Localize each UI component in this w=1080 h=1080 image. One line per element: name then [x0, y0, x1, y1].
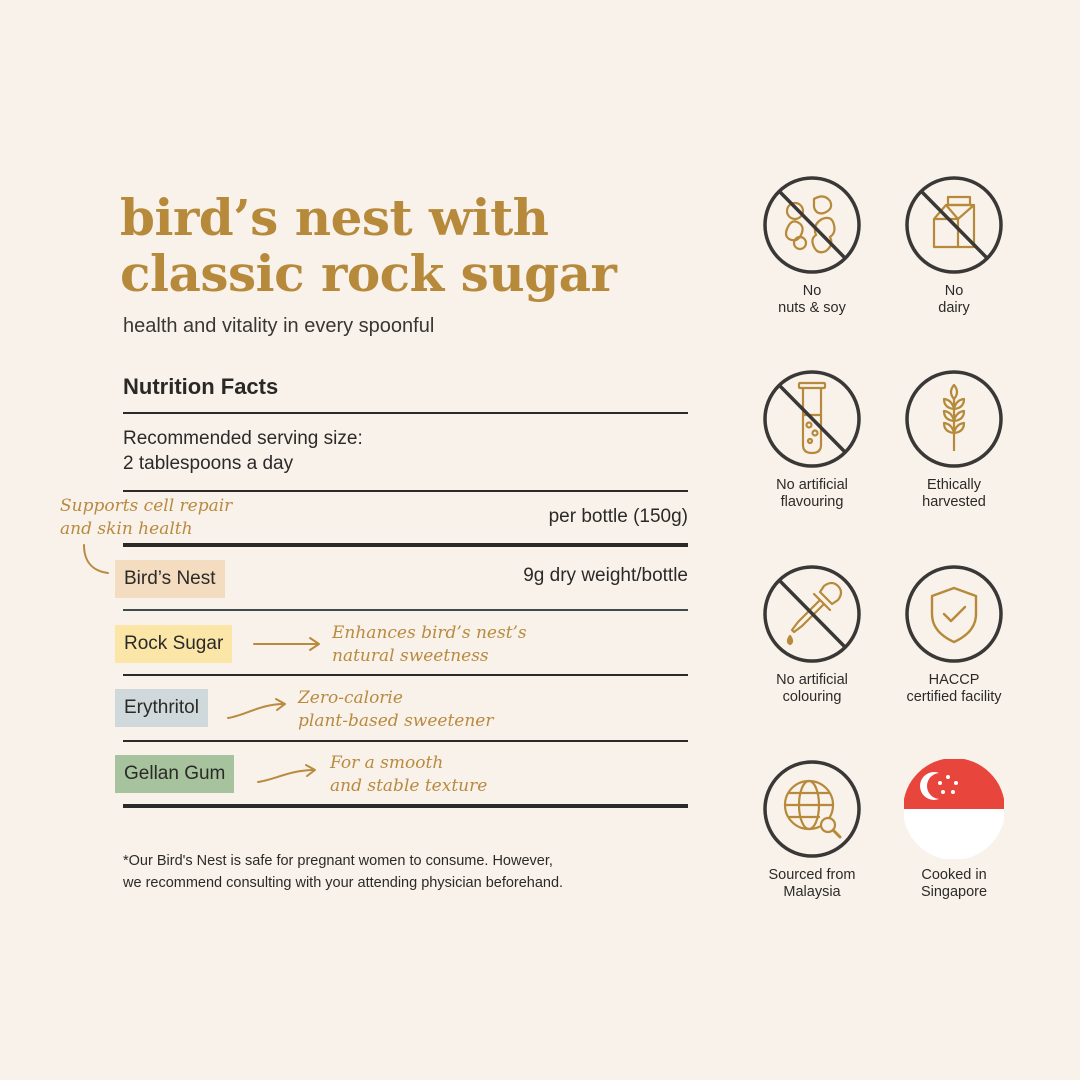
note-line: For a smooth	[330, 753, 444, 773]
curved-arrow-icon	[226, 696, 292, 722]
badge-label: Ethically	[927, 477, 981, 493]
badge-label: dairy	[938, 300, 970, 316]
curved-arrow-icon	[78, 543, 118, 579]
title-line-1: bird’s nest with	[120, 188, 549, 247]
serving-size-value: 2 tablespoons a day	[123, 453, 294, 474]
ingredient-birds-nest: Bird’s Nest	[115, 560, 225, 598]
badge-label: Malaysia	[783, 884, 841, 900]
note-line: and stable texture	[330, 776, 488, 796]
disclaimer-line: *Our Bird's Nest is safe for pregnant women to consume. However,	[123, 853, 553, 869]
globe-search-icon	[762, 759, 862, 859]
no-artificial-colouring-icon	[762, 564, 862, 664]
badge-label: No artificial	[776, 477, 848, 493]
badge-label: No	[944, 283, 964, 299]
badge-label: flavouring	[780, 494, 844, 510]
badge-label: Sourced from	[768, 867, 856, 883]
birds-nest-note	[60, 495, 232, 541]
ingredient-gellan-gum: Gellan Gum	[115, 755, 234, 793]
divider-thick	[123, 543, 688, 547]
badge-no-artificial-colouring	[742, 564, 882, 706]
badge-label: HACCP	[928, 672, 980, 688]
divider	[123, 412, 688, 414]
divider-thick	[123, 804, 688, 808]
rock-sugar-note	[332, 622, 527, 668]
title-line-2: classic rock sugar	[120, 244, 617, 303]
divider	[123, 490, 688, 492]
serving-size-label: Recommended serving size:	[123, 428, 363, 449]
divider	[123, 674, 688, 676]
erythritol-note	[298, 687, 494, 733]
gellan-gum-note	[330, 752, 487, 798]
no-artificial-flavouring-icon	[762, 369, 862, 469]
disclaimer-line: we recommend consulting with your attending physician beforehand.	[123, 875, 564, 891]
note-line: Zero-calorie	[298, 688, 403, 708]
note-line: Enhances bird’s nest’s	[332, 623, 527, 643]
shield-check-icon	[904, 564, 1004, 664]
badge-sourced-malaysia	[742, 759, 882, 901]
badge-label: No artificial	[776, 672, 848, 688]
badge-label: certified facility	[906, 689, 1002, 705]
badge-label: Singapore	[920, 884, 988, 900]
serving-size	[123, 426, 363, 476]
badge-haccp	[884, 564, 1024, 706]
no-dairy-icon	[904, 175, 1004, 275]
badge-label: Cooked in	[921, 867, 987, 883]
note-line: plant-based sweetener	[298, 711, 494, 731]
note-line: natural sweetness	[332, 646, 489, 666]
nutrition-facts-heading: Nutrition Facts	[123, 374, 279, 399]
badge-label: nuts & soy	[778, 300, 846, 316]
badge-cooked-singapore	[884, 759, 1024, 901]
divider	[123, 609, 688, 611]
curved-arrow-icon	[256, 760, 322, 786]
birds-nest-amount: 9g dry weight/bottle	[523, 565, 688, 586]
badge-no-artificial-flavouring	[742, 369, 882, 511]
product-subtitle: health and vitality in every spoonful	[123, 315, 435, 337]
wheat-icon	[904, 369, 1004, 469]
product-title	[120, 190, 640, 302]
ingredient-rock-sugar: Rock Sugar	[115, 625, 232, 663]
divider	[123, 740, 688, 742]
disclaimer	[123, 850, 683, 894]
note-line: Supports cell repair	[60, 496, 233, 516]
badge-ethically-harvested	[884, 369, 1024, 511]
arrow-icon	[252, 636, 324, 652]
badge-no-dairy	[884, 175, 1024, 317]
per-bottle-header: per bottle (150g)	[548, 506, 688, 527]
badge-label: No	[802, 283, 822, 299]
badge-label: colouring	[782, 689, 842, 705]
note-line: and skin health	[60, 519, 193, 539]
badge-no-nuts-soy	[742, 175, 882, 317]
singapore-flag-icon	[904, 759, 1004, 859]
ingredient-erythritol: Erythritol	[115, 689, 208, 727]
no-nuts-soy-icon	[762, 175, 862, 275]
badge-label: harvested	[922, 494, 986, 510]
